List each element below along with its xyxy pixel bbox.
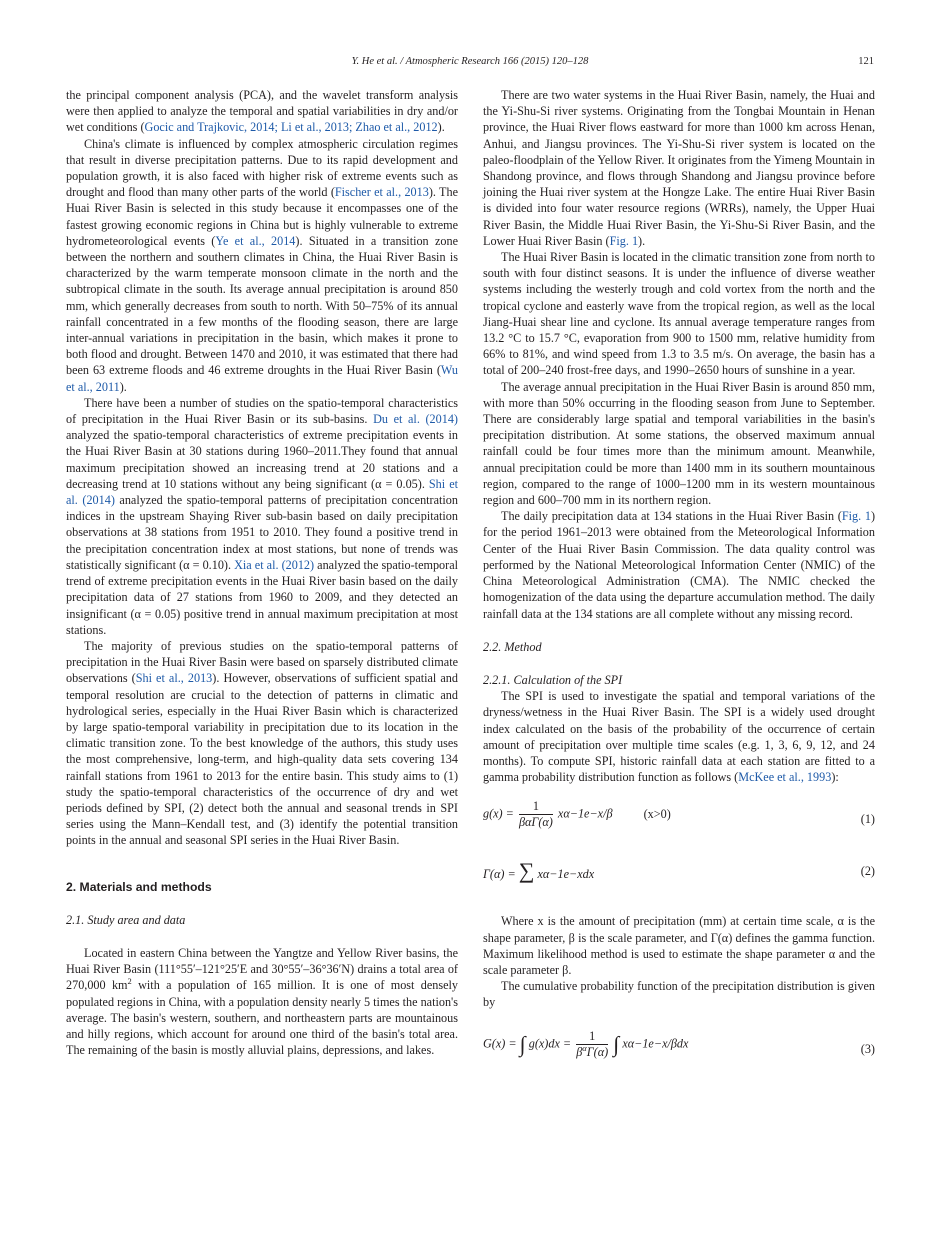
subsection-heading: 2.1. Study area and data	[66, 912, 186, 927]
paragraph: There have been a number of studies on the spatio-temporal characteristics of precipitation in the Huai River Basin or its sub-basins. Du et al. (2014) analyzed the spatio-temporal characteristics of extreme precipitation events in the Huai River Basin at 30 stations during 1960–2011.They found that annual maximum precipitation showed an increasing trend at 20 stations and a decreasing trend at 10 stations without any being significant (α = 0.05). Shi et al. (2014) analyzed the spatio-temporal patterns of precipitation concentration indices in the upstream Shaying River sub-basin based on daily precipitation observations at 38 stations from 1951 to 2010. They found a positive trend in the precipitation concentration index at most stations, but none of trends was statistically significant (α = 0.10). Xia et al. (2012) analyzed the spatio-temporal trend of extreme precipitation events in the Huai River basin based on the daily precipitation data of 27 stations from 1960 to 2009, and they detected an insignificant (α = 0.05) positive trend in annual maximum precipitation at most stations.	[66, 395, 458, 637]
paragraph: The Huai River Basin is located in the climatic transition zone from north to south with four distinct seasons. It is under the influence of diverse weather systems including the westerly trough and cold vortex from the north and the tropical cyclone and easterly wave from the tropical region, as well as the local Jiang-Huai shear line and cyclone. Its annual average temperature ranges from 13.2 °C to 15.7 °C, evaporation from 900 to 1500 mm, relative humidity from 66% to 81%, and wind speed from 1.3 to 3.5 m/s. On average, the basin has a total of 200–240 frost-free days, and 1990–2650 hours of sunshine in a year.	[483, 250, 875, 378]
figure-link[interactable]: Fig. 1	[609, 233, 639, 248]
citation-link[interactable]: Fischer et al., 2013	[334, 185, 429, 200]
subsubsection-heading: 2.2.1. Calculation of the SPI	[483, 672, 623, 687]
paragraph: Located in eastern China between the Yangtze and Yellow River basins, the Huai River Basin (111°55′–121°25′E and 30°55′–36°36′N) drains a total area of 270,000 $km^2$ with a population of 165 million. It is one of most densely populated regions in China, with a population density nearly 5 times the nation's average. The basin's western, southern, and northeastern parts are mountainous and hilly regions, which account for around one third of the basin's total area. The remaining of the basin is mostly alluvial plains, depressions, and lakes.	[66, 945, 459, 1058]
journal-citation: Y. He et al. / Atmospheric Research 166 (2015) 120–128	[351, 56, 589, 67]
paragraph: The SPI is used to investigate the spatial and temporal variations of the dryness/wetness in the Huai River Basin. The SPI is a widely used drought index calculated on the basis of the probability of the occurrence of certain amount of precipitation over multiple time scales (e.g. 1, 3, 6, 9, 12, and 24 months). To compute SPI, historic rainfall data at each station are fitted to a gamma probability distribution function as follows (McKee et al., 1993):	[483, 689, 875, 785]
paragraph: Where x is the amount of precipitation (mm) at certain time scale, α is the shape parameter, β is the scale parameter, and Γ(α) defines the gamma function. Maximum likelihood method is used to estimate the shape parameter α and the scale parameter β.	[483, 914, 875, 977]
paragraph: China's climate is influenced by complex atmospheric circulation regimes that result in diverse precipitation patterns. Due to its rapid development and population growth, it is also faced with higher risk of extreme events such as drought and flood than many other parts of the world (Fischer et al., 2013). The Huai River Basin is selected in this study because it encompasses one of the fastest growing economic regions in China but is highly vulnerable to extreme hydrometeorological events (Ye et al., 2014). Situated in a transition zone between the northern and southern climates in China, the Huai River Basin is characterized by the warm temperate monsoon climate in the north and the subtropical climate in the south. Its average annual precipitation is around 850 mm, which generally decreases from south to north. With 50–75% of its annual rainfall concentrated in a few months of the flooding season, there are large inter-annual variations in precipitation in the basin, which makes it prone to both flood and drought. Between 1470 and 2010, it was estimated that there had been 63 extreme floods and 46 extreme droughts in the Huai River Basin (Wu et al., 2011).	[66, 136, 458, 394]
paragraph: The daily precipitation data at 134 stations in the Huai River Basin (Fig. 1) for the period 1961–2013 were obtained from the Meteorological Information Center of the Huai River Basin Commission. The data quality control was performed by the National Meteorological Information Center (NMIC) of the China Meteorological Administration (CMA). The NMIC checked the homogenization of the data using the departure accumulation method. The daily rainfall data at the 134 stations are all complete without any missing record.	[483, 509, 876, 621]
paragraph: The average annual precipitation in the Huai River Basin is around 850 mm, with more than 50% occurring in the flooding season from June to September. There are considerably large spatial and temporal variabilities in the basin's precipitation distribution. At some stations, the observed maximum annual rainfall could be four times more than the minimum amount. Meanwhile, annual precipitation could be more than 1400 mm in its southern mountainous region, compared to the range of 1000–1200 mm in its western mountainous region and 600–700 mm in its northern region.	[483, 379, 875, 508]
paragraph: The cumulative probability function of the precipitation distribution is given by	[483, 979, 875, 1010]
equation-number: (2)	[860, 864, 875, 879]
citation-link[interactable]: Shi et al. (2014)	[66, 476, 458, 508]
paragraph: The majority of previous studies on the spatio-temporal patterns of precipitation in the Huai River Basin were based on sparsely distributed climate observations (Shi et al., 2013). However, observations of sufficient spatial and temporal resolution are crucial to the detection of patterns in climatic and hydrological series, especially in the Huai River Basin which is characterized by large spatio-temporal variability in precipitation due to its location in the climatic transition zone. To the best knowledge of the authors, this study uses the most comprehensive, long-term, and high-quality data sets covering 134 rainfall stations from 1961 to 2013 for the entire basin. This study aims to (1) study the spatio-temporal characteristics of the occurrence of dry and wet periods defined by SPI, (2) detect both the annual and seasonal trends in SPI series using the Mann–Kendall test, and (3) identify the potential transition points in the annual and seasonal SPI series in the Huai River Basin.	[66, 638, 458, 848]
citation-link[interactable]: McKee et al., 1993	[738, 770, 832, 785]
equation-2: Γ(α) = ∑ xα−1e−xdx (2)	[483, 858, 875, 884]
page-number: 121	[858, 56, 874, 67]
citation-link[interactable]: Ye et al., 2014	[215, 233, 296, 248]
figure-link[interactable]: Fig. 1	[841, 509, 871, 524]
equation-1: g(x) = $\frac{1}{\text{βαΓ(α)}}$ xα−1e−x/β (x>0) (1)	[483, 799, 875, 830]
equation-number: (1)	[860, 812, 875, 827]
right-column	[483, 87, 875, 1069]
citation-link[interactable]: Gocic and Trajkovic, 2014; Li et al., 2013; Zhao et al., 2012	[144, 120, 438, 135]
left-column	[66, 87, 458, 1058]
section-heading: 2. Materials and methods	[66, 879, 212, 894]
running-header	[66, 56, 874, 72]
equation-3: G(x) = ∫ g(x)dx = $\frac{1}{\beta^\alpha\Gamma(\alpha)}$ ∫ xα−1e−x/βdx (3)	[483, 1028, 875, 1059]
citation-link[interactable]: Shi et al., 2013	[135, 671, 213, 686]
subsection-heading: 2.2. Method	[483, 639, 542, 654]
citation-link[interactable]: Du et al. (2014)	[373, 412, 458, 427]
paragraph: the principal component analysis (PCA), and the wavelet transform analysis were then applied to analyze the temporal and spatial variabilities in dry and/or wet conditions (Gocic and Trajkovic, 2014; Li et al., 2013; Zhao et al., 2012).	[66, 88, 458, 135]
equation-number: (3)	[860, 1041, 875, 1056]
citation-link[interactable]: Wu et al., 2011	[66, 363, 458, 394]
paragraph: There are two water systems in the Huai River Basin, namely, the Huai and the Yi-Shu-Si river systems. Originating from the Tongbai Mountain in Henan province, the Huai River flows eastward for more than 1000 km across Henan, Anhui, and Jiangsu provinces. The Yi-Shu-Si river system is located on the paleo-floodplain of the Yellow River. It originates from the Yimeng Mountain in Shandong province, and flows through Shandong and Jiangsu province before joining the Huai river system at the Hongze Lake. The entire Huai River Basin is divided into four water resource regions (WRRs), namely, the Upper Huai River Basin, the Middle Huai River Basin, the Yi-Shu-Si River Basin, and the Lower Huai River Basin (Fig. 1).	[483, 88, 875, 248]
citation-link[interactable]: Xia et al. (2012)	[234, 557, 315, 572]
